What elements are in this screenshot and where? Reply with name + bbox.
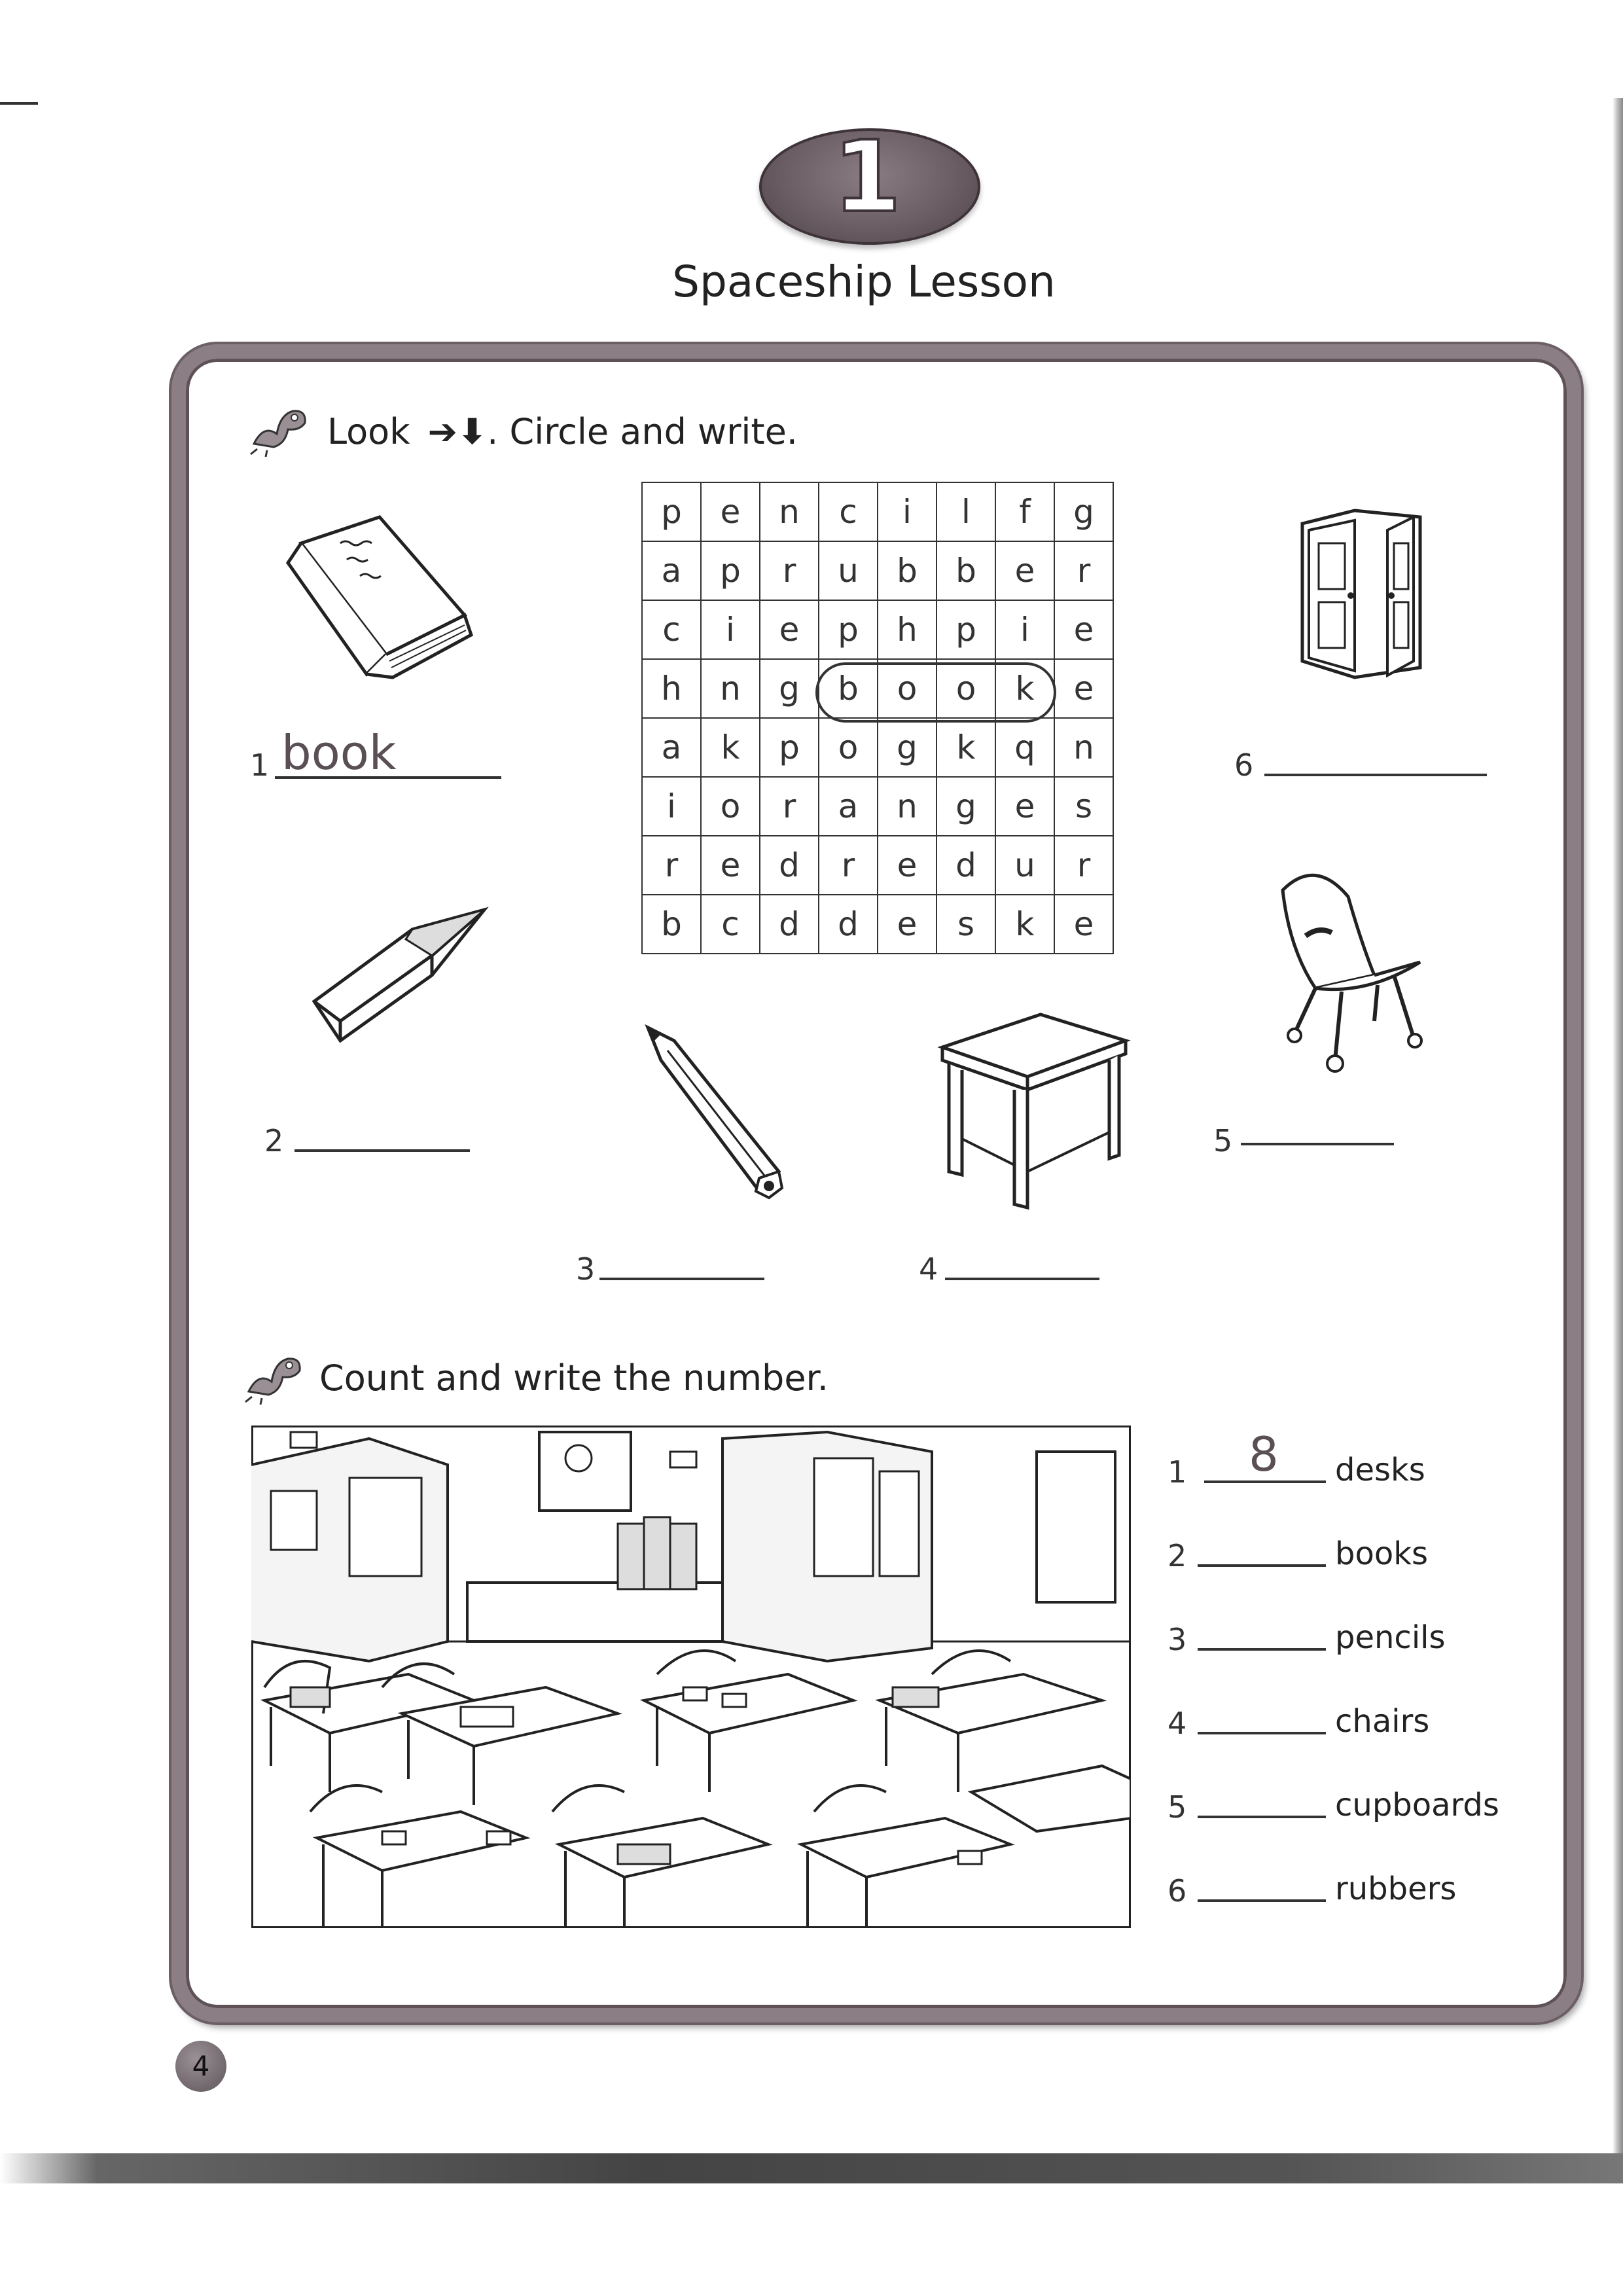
grid-cell[interactable]: r (819, 836, 878, 895)
count-item-3-answer-line[interactable] (1198, 1648, 1326, 1651)
grid-cell[interactable]: u (819, 541, 878, 600)
exercise1-instruction (327, 411, 798, 452)
item-4-number: 4 (919, 1251, 938, 1287)
grid-cell[interactable]: k (936, 718, 995, 777)
grid-cell[interactable]: r (1054, 541, 1113, 600)
item-5-number: 5 (1213, 1123, 1233, 1158)
count-item-1-number: 1 (1168, 1454, 1187, 1490)
desk-icon (936, 1008, 1132, 1217)
lesson-title: Spaceship Lesson (672, 257, 1056, 307)
book-icon (275, 504, 484, 700)
count-item-4-answer-line[interactable] (1198, 1732, 1326, 1734)
grid-cell[interactable]: l (936, 482, 995, 541)
grid-cell[interactable]: o (878, 659, 936, 718)
item-6-number: 6 (1234, 747, 1254, 783)
grid-cell[interactable]: r (1054, 836, 1113, 895)
grid-cell[interactable]: h (642, 659, 701, 718)
grid-row (642, 600, 1113, 659)
grid-row (642, 482, 1113, 541)
page-edge-shadow (1613, 98, 1623, 2153)
count-item-6-answer-line[interactable] (1198, 1899, 1326, 1902)
grid-cell[interactable]: c (701, 895, 760, 954)
count-item-2-number: 2 (1168, 1538, 1187, 1573)
count-item-5-answer-line[interactable] (1198, 1816, 1326, 1818)
grid-cell[interactable]: c (819, 482, 878, 541)
grid-row (642, 895, 1113, 954)
grid-cell[interactable]: e (760, 600, 819, 659)
instruction-look: Look (327, 411, 410, 452)
grid-cell[interactable]: r (642, 836, 701, 895)
grid-cell[interactable]: e (878, 836, 936, 895)
count-item-5-number: 5 (1168, 1789, 1187, 1825)
arrow-down-icon: ⬇ (457, 411, 488, 452)
margin-mark (0, 102, 38, 105)
grid-cell[interactable]: e (701, 482, 760, 541)
answer-circle (815, 662, 1056, 723)
grid-row (642, 777, 1113, 836)
grid-cell[interactable]: n (760, 482, 819, 541)
grid-cell[interactable]: i (878, 482, 936, 541)
chair-icon (1243, 864, 1440, 1080)
grid-cell[interactable]: d (936, 836, 995, 895)
arrow-right-icon: ➔ (427, 411, 457, 452)
grid-cell[interactable]: i (995, 600, 1054, 659)
item-3-answer-line[interactable] (599, 1278, 764, 1280)
item-2-number: 2 (264, 1123, 284, 1158)
classroom-scene-image (251, 1426, 1131, 1928)
instruction-circle-write: . Circle and write. (487, 411, 798, 452)
page-number: 4 (175, 2041, 226, 2092)
count-item-6-word: rubbers (1335, 1871, 1457, 1907)
item-4-answer-line[interactable] (945, 1278, 1099, 1280)
grid-cell[interactable]: u (995, 836, 1054, 895)
count-item-6-number: 6 (1168, 1873, 1187, 1909)
grid-row (642, 541, 1113, 600)
grid-cell[interactable]: o (936, 659, 995, 718)
grid-cell[interactable]: c (642, 600, 701, 659)
count-item-5-word: cupboards (1335, 1787, 1499, 1823)
mascot-icon (247, 398, 313, 457)
count-item-3-number: 3 (1168, 1622, 1187, 1657)
item-5-answer-line[interactable] (1241, 1143, 1394, 1145)
item-1-answer[interactable]: book (281, 725, 397, 780)
grid-cell[interactable]: b (878, 541, 936, 600)
grid-cell[interactable]: b (819, 659, 878, 718)
grid-cell[interactable]: k (995, 895, 1054, 954)
grid-cell[interactable]: d (760, 895, 819, 954)
item-1-number: 1 (250, 747, 270, 783)
grid-cell[interactable]: i (642, 777, 701, 836)
grid-cell[interactable]: e (878, 895, 936, 954)
count-item-3-word: pencils (1335, 1619, 1446, 1656)
grid-cell[interactable]: r (760, 541, 819, 600)
grid-cell[interactable]: k (701, 718, 760, 777)
grid-cell[interactable]: k (995, 659, 1054, 718)
grid-cell[interactable]: r (760, 777, 819, 836)
grid-cell[interactable]: g (760, 659, 819, 718)
mascot-icon (242, 1346, 308, 1405)
grid-row (642, 836, 1113, 895)
grid-cell[interactable]: e (1054, 659, 1113, 718)
cupboard-icon (1296, 504, 1440, 687)
count-item-1-word: desks (1335, 1452, 1425, 1488)
count-item-2-word: books (1335, 1535, 1429, 1572)
grid-cell[interactable]: o (701, 777, 760, 836)
item-2-answer-line[interactable] (294, 1149, 470, 1152)
grid-cell[interactable]: e (995, 777, 1054, 836)
grid-cell[interactable]: e (1054, 600, 1113, 659)
grid-cell[interactable]: h (878, 600, 936, 659)
grid-cell[interactable]: n (878, 777, 936, 836)
grid-cell[interactable]: a (642, 541, 701, 600)
count-item-1-answer[interactable]: 8 (1249, 1427, 1279, 1482)
grid-cell[interactable]: d (819, 895, 878, 954)
count-item-4-number: 4 (1168, 1706, 1187, 1741)
unit-number: 1 (832, 120, 902, 234)
grid-cell[interactable]: p (936, 600, 995, 659)
grid-cell[interactable]: n (701, 659, 760, 718)
grid-cell[interactable]: n (1054, 718, 1113, 777)
count-item-2-answer-line[interactable] (1198, 1564, 1326, 1567)
grid-cell[interactable]: g (1054, 482, 1113, 541)
pencil-icon (641, 1021, 792, 1204)
item-6-answer-line[interactable] (1264, 774, 1487, 776)
grid-cell[interactable]: p (701, 541, 760, 600)
count-item-4-word: chairs (1335, 1703, 1430, 1740)
item-3-number: 3 (576, 1251, 596, 1287)
grid-cell[interactable]: e (1054, 895, 1113, 954)
grid-cell[interactable]: g (936, 777, 995, 836)
grid-cell[interactable]: f (995, 482, 1054, 541)
grid-cell[interactable]: q (995, 718, 1054, 777)
grid-cell[interactable]: b (936, 541, 995, 600)
grid-cell[interactable]: e (995, 541, 1054, 600)
grid-cell[interactable]: i (701, 600, 760, 659)
grid-cell[interactable]: p (819, 600, 878, 659)
grid-cell[interactable]: a (642, 718, 701, 777)
grid-row (642, 718, 1113, 777)
grid-cell[interactable]: e (701, 836, 760, 895)
grid-cell[interactable]: p (642, 482, 701, 541)
grid-cell[interactable]: b (642, 895, 701, 954)
grid-cell[interactable]: o (819, 718, 878, 777)
grid-cell[interactable]: s (936, 895, 995, 954)
grid-cell[interactable]: d (760, 836, 819, 895)
grid-cell[interactable]: s (1054, 777, 1113, 836)
grid-cell[interactable]: p (760, 718, 819, 777)
scan-edge-bar (0, 2153, 1623, 2183)
exercise2-instruction: Count and write the number. (319, 1357, 829, 1399)
rubber-icon (301, 890, 497, 1047)
grid-cell[interactable]: g (878, 718, 936, 777)
grid-cell[interactable]: a (819, 777, 878, 836)
